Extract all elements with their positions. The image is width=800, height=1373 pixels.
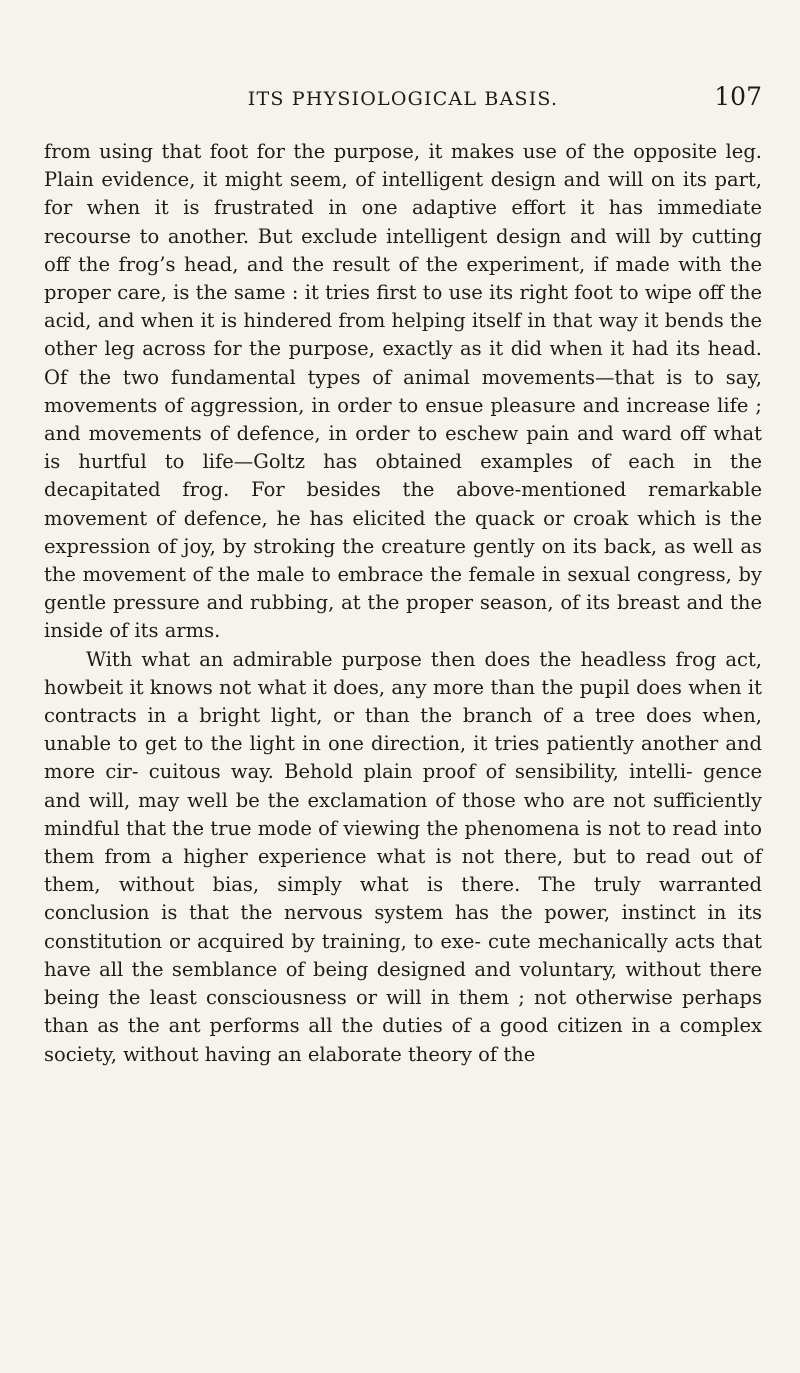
running-title: ITS PHYSIOLOGICAL BASIS. [247,88,559,110]
page-number: 107 [714,82,762,111]
paragraph-1: from using that foot for the purpose, it makes use of the opposite leg. Plain evidence, it might seem, of intelligent design and will on its part, for when it is frustrated in one adaptive effort it has immediate recourse to another. But exclude intelligent design and will by cutting off the frog’s head, and the result of the experiment, if made with the proper care, is the same : it tries first to use its right foot to wipe off the acid, and when it is hindered from helping itself in that way it bends the other leg across for the purpose, exactly as it did when it had its head. Of the two fundamental types of animal movements—that is to say, movements of aggression, in order to ensue pleasure and increase life ; and movements of defence, in order to eschew pain and ward off what is hurtful to life—Goltz has obtained examples of each in the decapitated frog. For besides the above-mentioned remarkable movement of defence, he has elicited the quack or croak which is the expression of joy, by stroking the creature gently on its back, as well as the movement of the male to embrace the female in sexual congress, by gentle pressure and rubbing, at the proper season, of its breast and the inside of its arms. [44,140,762,643]
paragraph-2: With what an admirable purpose then does the headless frog act, howbeit it knows not what it does, any more than the pupil does when it contracts in a bright light, or than the branch of a tree does when, unable to get to the light in one direction, it tries patiently another and more cir- cuitous way. Behold plain proof of sensibility, intelli- gence and will, may well be the exclamation of those who are not sufficiently mindful that the true mode of viewing the phenomena is not to read into them from a higher experience what is not there, but to read out of them, without bias, simply what is there. The truly warranted conclusion is that the nervous system has the power, instinct in its constitution or acquired by training, to exe- cute mechanically acts that have all the semblance of being designed and voluntary, without there being the least consciousness or will in them ; not otherwise perhaps than as the ant performs all the duties of a good citizen in a complex society, without having an elaborate theory of the [44,647,762,1066]
running-head [44,82,762,118]
body-text [44,138,762,1069]
